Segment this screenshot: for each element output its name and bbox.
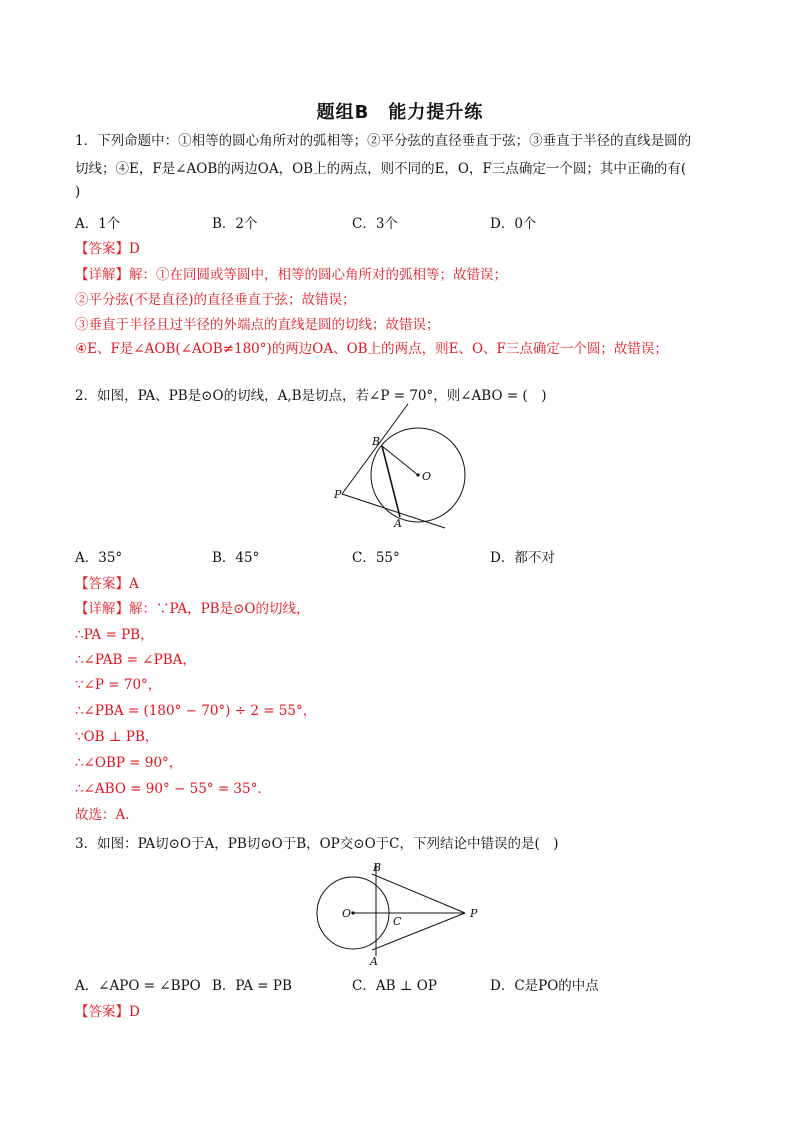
q2-option-a: A．35° xyxy=(75,550,123,566)
q2-label-b: B xyxy=(372,435,381,448)
q1-stem-line-3: ) xyxy=(75,184,81,200)
q3-label-b: B xyxy=(373,861,382,874)
q2-detail-2: ∴PA = PB， xyxy=(75,627,154,643)
q2-detail-8: ∴∠ABO = 90° − 55° = 35°． xyxy=(75,781,271,797)
q1-stem-line-2: 切线；④E，F是∠AOB的两边OA，OB上的两点，则不同的E，O，F三点确定一个圆；其中正确的有( xyxy=(75,161,687,177)
q3-option-d: D．C是PO的中点 xyxy=(490,978,599,994)
q1-detail-4: ④E、F是∠AOB(∠AOB≠180°)的两边OA、OB上的两点，则E、O、F三点确定一个圆；故错误； xyxy=(75,341,668,357)
q1-option-a: A．1个 xyxy=(75,216,121,232)
q3-stem: 3．如图：PA切⊙O于A，PB切⊙O于B，OP交⊙O于C，下列结论中错误的是( ) xyxy=(75,836,559,852)
q2-detail-5: ∴∠PBA = (180° − 70°) ÷ 2 = 55°， xyxy=(75,703,317,719)
q2-label-p: P xyxy=(334,488,342,501)
q3-option-c: C．AB ⊥ OP xyxy=(352,978,437,994)
q2-detail-9: 故选：A． xyxy=(75,807,139,823)
q3-label-c: C xyxy=(393,915,402,928)
q2-detail-4: ∵∠P = 70°， xyxy=(75,677,162,693)
q1-stem-line-1: 1．下列命题中：①相等的圆心角所对的弧相等；②平分弦的直径垂直于弦；③垂直于半径的直线是圆的 xyxy=(75,133,692,149)
q3-center-point xyxy=(351,911,354,914)
q1-detail-1: 【详解】解：①在同圆或等圆中，相等的圆心角所对的弧相等；故错误； xyxy=(75,267,507,283)
q2-label-a: A xyxy=(394,517,402,530)
q3-tangent-figure xyxy=(310,856,495,968)
q2-tangent-figure xyxy=(330,400,470,536)
q2-tangent-pb xyxy=(342,404,408,494)
q1-option-d: D．0个 xyxy=(490,216,537,232)
q2-segment-bo xyxy=(382,446,418,475)
q3-label-a: A xyxy=(370,955,378,968)
q3-option-a: A．∠APO = ∠BPO xyxy=(75,978,201,994)
q3-label-o: O xyxy=(342,907,352,920)
q2-detail-6: ∵OB ⊥ PB， xyxy=(75,729,159,745)
q2-detail-3: ∴∠PAB = ∠PBA， xyxy=(75,652,196,668)
q2-segment-ba xyxy=(382,446,400,517)
q1-option-c: C．3个 xyxy=(352,216,398,232)
q2-detail-7: ∴∠OBP = 90°， xyxy=(75,755,183,771)
q3-tangent-pb xyxy=(372,874,465,913)
q2-option-c: C．55° xyxy=(352,550,400,566)
q2-label-o: O xyxy=(422,470,432,483)
q3-answer: 【答案】D xyxy=(75,1004,140,1020)
q1-detail-3: ③垂直于半径且过半径的外端点的直线是圆的切线；故错误； xyxy=(75,317,440,333)
q3-tangent-pa xyxy=(372,913,465,950)
q2-stem: 2．如图，PA、PB是⊙O的切线，A,B是切点，若∠P = 70°，则∠ABO = ( ) xyxy=(75,388,547,404)
q3-option-b: B．PA = PB xyxy=(212,978,292,994)
q2-center-point xyxy=(416,473,419,476)
q1-detail-2: ②平分弦(不是直径)的直径垂直于弦；故错误； xyxy=(75,292,356,308)
q2-detail-1: 【详解】解：∵PA，PB是⊙O的切线， xyxy=(75,601,310,617)
q2-answer: 【答案】A xyxy=(75,576,139,592)
q2-option-b: B．45° xyxy=(212,550,260,566)
q2-option-d: D．都不对 xyxy=(490,550,555,566)
q3-label-p: P xyxy=(470,907,478,920)
q1-option-b: B．2个 xyxy=(212,216,258,232)
q1-answer: 【答案】D xyxy=(75,241,140,257)
section-title: 题组B 能力提升练 xyxy=(316,102,484,123)
